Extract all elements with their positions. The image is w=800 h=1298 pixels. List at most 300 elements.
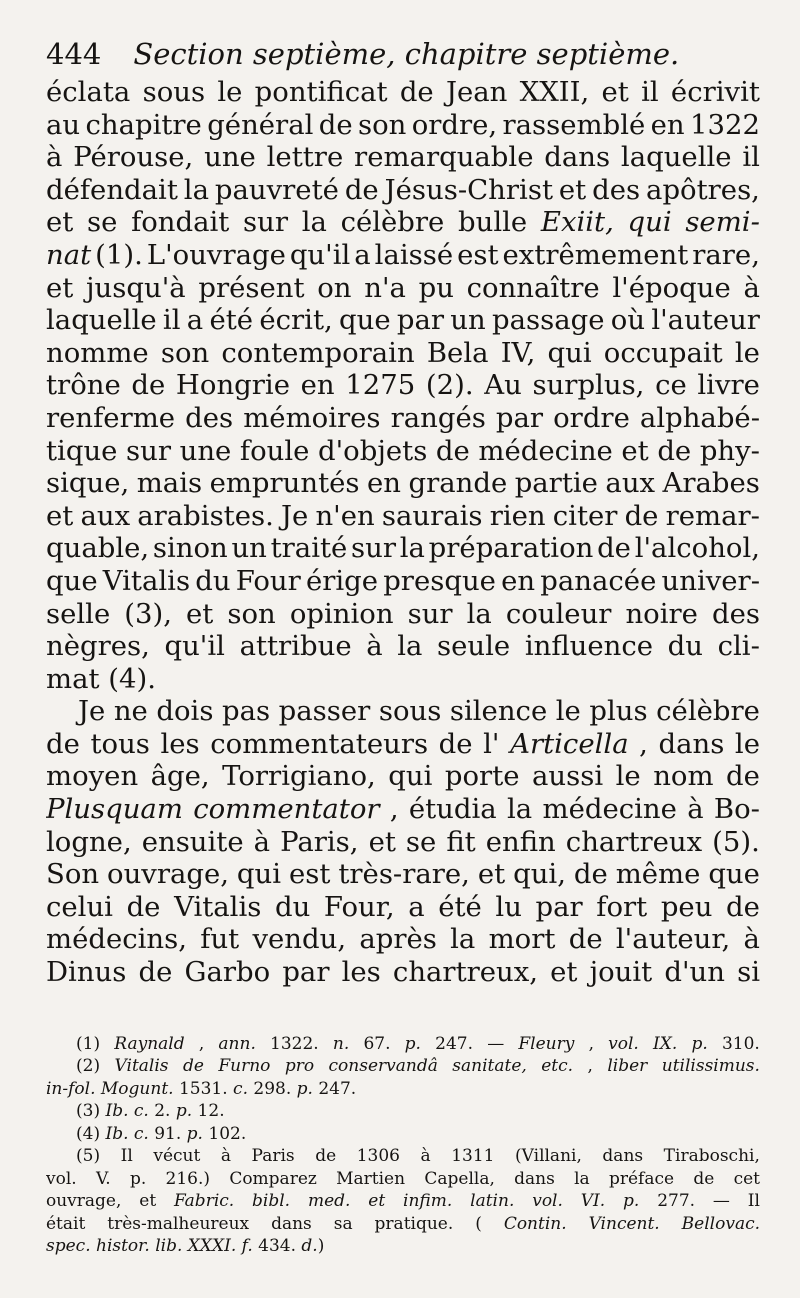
- word: où: [610, 304, 646, 337]
- word: mémoires: [243, 401, 381, 434]
- word: ce: [655, 369, 687, 402]
- word: remarquable: [354, 141, 534, 174]
- text-line: [46, 760, 760, 793]
- word: du: [274, 890, 311, 923]
- word: rien: [489, 499, 546, 532]
- page-number: 444: [46, 37, 102, 71]
- word: et: [368, 825, 396, 858]
- word: arabistes.: [137, 499, 274, 532]
- word: un: [231, 532, 267, 565]
- word: trône: [46, 369, 121, 402]
- footnote-line: [46, 1123, 760, 1146]
- word: dans: [271, 1213, 312, 1234]
- word: présent: [198, 271, 305, 304]
- text-line: [46, 793, 760, 826]
- word: et: [46, 271, 74, 304]
- word: la: [574, 1168, 590, 1189]
- word: pontificat: [254, 76, 388, 108]
- word: traité: [270, 532, 348, 565]
- word: préparation: [428, 532, 594, 565]
- word: enfin: [485, 825, 556, 858]
- word: que: [46, 564, 98, 597]
- word: de: [182, 1056, 204, 1077]
- text-line: [46, 532, 760, 565]
- word: Raynald: [114, 1033, 185, 1054]
- word: commentator: [193, 793, 380, 826]
- word: Dinus: [46, 956, 127, 989]
- word: la: [301, 206, 327, 239]
- text-line: [46, 565, 760, 598]
- word: et: [368, 1191, 386, 1212]
- word: ensuite: [141, 825, 244, 858]
- text-run: 434.: [252, 1236, 302, 1257]
- word: (2): [76, 1056, 101, 1077]
- word: pu: [418, 271, 454, 304]
- word: et: [621, 434, 649, 467]
- word: moyen: [46, 760, 139, 793]
- word: une: [179, 434, 232, 467]
- word: de: [315, 1146, 337, 1167]
- footnote-line: [46, 1033, 760, 1056]
- word: Je: [281, 499, 309, 532]
- word: Bo-: [713, 793, 760, 826]
- word: pas: [221, 695, 271, 728]
- word: et: [46, 206, 74, 239]
- word: tous: [90, 727, 150, 760]
- word: le: [555, 695, 581, 728]
- word: apôtres,: [646, 173, 760, 206]
- word: âge,: [150, 760, 210, 793]
- word: mort: [488, 923, 556, 956]
- word: ,: [639, 727, 648, 760]
- text-run: 102.: [202, 1123, 247, 1144]
- word: Fabric.: [174, 1191, 235, 1212]
- text-line: [46, 695, 760, 728]
- running-header: [46, 34, 760, 74]
- word: a: [408, 890, 425, 923]
- word: et: [601, 76, 629, 108]
- word: des: [711, 597, 760, 630]
- word: est: [288, 858, 331, 891]
- word: 1275: [345, 369, 416, 402]
- word: Furno: [218, 1056, 271, 1077]
- word: le: [734, 336, 760, 369]
- word: 1322: [690, 108, 760, 141]
- word: la: [397, 630, 423, 663]
- word: selle: [46, 597, 111, 630]
- text-line: [46, 109, 760, 142]
- word: une: [204, 141, 256, 174]
- word: Vitalis: [114, 1056, 169, 1077]
- word: des: [185, 401, 234, 434]
- word: de: [573, 858, 608, 891]
- word: Paris,: [280, 825, 359, 858]
- text-line: [46, 174, 760, 207]
- text-run: 12.: [192, 1101, 225, 1122]
- word: l'époque: [612, 271, 731, 304]
- text-line: [46, 663, 760, 696]
- word: VI.: [580, 1191, 606, 1212]
- text-line: [46, 304, 760, 337]
- word: qui: [547, 336, 592, 369]
- word: IV,: [500, 336, 536, 369]
- text-line: [46, 630, 760, 663]
- word: pro: [284, 1056, 315, 1077]
- word: il: [162, 304, 181, 337]
- word: général: [207, 108, 314, 141]
- word: (1).: [95, 238, 143, 271]
- word: et: [558, 173, 587, 206]
- word: chapitre: [85, 108, 202, 141]
- word: latin.: [470, 1191, 515, 1212]
- word: de: [131, 369, 166, 402]
- word: XXII,: [519, 76, 590, 108]
- word: à: [420, 1146, 431, 1167]
- word: Hongrie: [175, 369, 290, 402]
- word: foule: [239, 434, 310, 467]
- word: de: [318, 108, 353, 141]
- word: sinon: [152, 532, 228, 565]
- word: nom: [653, 760, 714, 793]
- word: en: [367, 467, 402, 500]
- word: pratique.: [374, 1213, 454, 1234]
- footnote-line: [46, 1145, 760, 1168]
- word: Torrigiano,: [222, 760, 376, 793]
- word: son: [357, 108, 407, 141]
- word: Exiit,: [540, 206, 614, 239]
- word: en: [300, 369, 335, 402]
- word: à: [687, 793, 704, 826]
- word: qui: [627, 206, 672, 239]
- word: médecine: [478, 434, 613, 467]
- word: après: [359, 923, 437, 956]
- text-line: [46, 598, 760, 631]
- word: l'alcohol,: [634, 532, 760, 565]
- word: empruntés: [209, 467, 360, 500]
- word: est: [457, 238, 499, 271]
- word: se: [87, 206, 118, 239]
- word: cli-: [717, 630, 760, 663]
- word: a: [186, 304, 204, 337]
- word: (3),: [124, 597, 172, 630]
- word: nomme: [46, 336, 149, 369]
- word: 1322.: [270, 1033, 319, 1054]
- word: Martien: [336, 1168, 406, 1189]
- word: de: [344, 173, 379, 206]
- word: saurais: [381, 499, 483, 532]
- word: etc.: [541, 1056, 574, 1077]
- word: son: [160, 336, 210, 369]
- word: à: [253, 825, 271, 858]
- word: Vincent.: [588, 1213, 660, 1234]
- word: la: [466, 597, 492, 630]
- word: rare,: [692, 238, 760, 271]
- text-line: [46, 956, 760, 989]
- text-line: [46, 337, 760, 370]
- word: logne,: [46, 825, 132, 858]
- word: sur: [351, 532, 397, 565]
- word: se: [405, 825, 437, 858]
- text-line: [46, 826, 760, 859]
- word: occupait: [603, 336, 723, 369]
- word: de: [399, 76, 434, 108]
- text-run: Ib. c.: [105, 1123, 149, 1144]
- word: médecine: [542, 793, 677, 826]
- word: de: [726, 760, 760, 793]
- word: p.: [691, 1033, 708, 1054]
- word: ne: [113, 695, 148, 728]
- word: même: [615, 858, 701, 891]
- word: à: [743, 923, 760, 956]
- word: qui: [236, 858, 282, 891]
- word: ordre,: [411, 108, 498, 141]
- word: il: [641, 76, 659, 108]
- word: aussi: [532, 760, 604, 793]
- word: remar-: [665, 499, 760, 532]
- word: écrit,: [259, 304, 333, 337]
- word: commentateurs: [210, 727, 429, 760]
- word: très-rare,: [338, 858, 470, 891]
- word: (Villani,: [515, 1146, 582, 1167]
- word: dans: [544, 141, 611, 174]
- word: et: [46, 499, 74, 532]
- word: dans: [658, 727, 725, 760]
- word: laissé: [374, 238, 454, 271]
- word: l'auteur,: [615, 923, 731, 956]
- word: porte: [444, 760, 520, 793]
- word: alphabé-: [639, 401, 760, 434]
- word: qui: [388, 760, 433, 793]
- word: (: [475, 1213, 482, 1234]
- word: le: [217, 76, 243, 108]
- word: passer: [278, 695, 371, 728]
- word: sique,: [46, 467, 130, 500]
- word: —: [487, 1033, 505, 1054]
- text-run: 91.: [148, 1123, 187, 1144]
- word: Jésus-Christ: [384, 173, 553, 206]
- word: opinion: [289, 597, 394, 630]
- word: par: [535, 890, 583, 923]
- word: à: [366, 630, 383, 663]
- word: couleur: [505, 597, 612, 630]
- text-run: 247.: [312, 1078, 357, 1099]
- text-line: [46, 923, 760, 956]
- running-title: Section septième, chapitre septième.: [133, 37, 680, 71]
- word: célèbre: [340, 206, 445, 239]
- word: Vitalis: [102, 564, 191, 597]
- word: écrivit: [670, 76, 760, 108]
- word: (5).: [712, 825, 760, 858]
- word: érige: [305, 564, 379, 597]
- word: des: [592, 173, 641, 206]
- word: panacée: [540, 564, 657, 597]
- text-run: mat (4).: [46, 662, 156, 695]
- word: en: [501, 564, 536, 597]
- word: 1306: [356, 1146, 400, 1167]
- word: phy-: [699, 434, 760, 467]
- word: 67.: [363, 1033, 391, 1054]
- word: défendait: [46, 173, 178, 206]
- word: était: [46, 1213, 86, 1234]
- word: préface: [608, 1168, 675, 1189]
- word: les: [160, 727, 200, 760]
- text-line: [46, 500, 760, 533]
- word: que: [339, 304, 391, 337]
- word: Plusquam: [46, 793, 183, 826]
- word: en: [650, 108, 685, 141]
- word: ouvrage,: [46, 1191, 122, 1212]
- word: nègres,: [46, 630, 150, 663]
- footnote-line: [46, 1078, 760, 1101]
- word: fit: [446, 825, 476, 858]
- word: fort: [596, 890, 648, 923]
- text-line: [46, 206, 760, 239]
- word: de: [657, 434, 692, 467]
- word: conservandâ: [328, 1056, 438, 1077]
- word: p.: [129, 1168, 147, 1189]
- footnote-line: [46, 1213, 760, 1236]
- word: de: [597, 532, 631, 565]
- word: quable,: [46, 532, 150, 565]
- word: seule: [437, 630, 511, 663]
- word: sur: [407, 597, 453, 630]
- word: rassemblé: [502, 108, 646, 141]
- word: fut: [200, 923, 240, 956]
- word: laquelle: [46, 304, 157, 337]
- footnote-line: [46, 1055, 760, 1078]
- word: Articella: [510, 727, 629, 760]
- word: Comparez: [229, 1168, 317, 1189]
- text-run: d.: [301, 1236, 318, 1257]
- word: lettre: [266, 141, 344, 174]
- word: chartreux,: [392, 956, 539, 989]
- word: vol.: [46, 1168, 77, 1189]
- word: chartreux: [565, 825, 703, 858]
- word: par: [495, 401, 544, 434]
- word: et: [139, 1191, 157, 1212]
- word: jouit: [589, 956, 653, 989]
- text-run: p.: [296, 1078, 313, 1099]
- word: livre: [697, 369, 760, 402]
- word: (1): [76, 1033, 101, 1054]
- word: Je: [78, 695, 106, 728]
- word: Vitalis: [174, 890, 262, 923]
- word: d'un: [664, 956, 725, 989]
- word: les: [341, 956, 381, 989]
- text-run: c.: [233, 1078, 248, 1099]
- text-line: [46, 891, 760, 924]
- word: IX.: [653, 1033, 678, 1054]
- word: vol.: [608, 1033, 639, 1054]
- word: la: [450, 923, 476, 956]
- word: Garbo: [184, 956, 271, 989]
- word: influence: [524, 630, 654, 663]
- word: et: [477, 858, 506, 891]
- text-run: 1531.: [173, 1078, 234, 1099]
- word: aux: [605, 467, 656, 500]
- word: le: [615, 760, 641, 793]
- word: 277.: [657, 1191, 696, 1212]
- word: celui: [46, 890, 113, 923]
- text-line: [46, 435, 760, 468]
- word: nat: [46, 238, 92, 271]
- word: ,: [389, 793, 399, 826]
- word: (5): [76, 1146, 101, 1167]
- word: la: [183, 173, 209, 206]
- word: (2).: [425, 369, 474, 402]
- word: Pérouse,: [73, 141, 194, 174]
- word: liber: [607, 1056, 648, 1077]
- word: n'en: [315, 499, 375, 532]
- word: de: [46, 727, 80, 760]
- word: sa: [333, 1213, 353, 1234]
- main-text: [46, 76, 760, 989]
- word: qui,: [513, 858, 566, 891]
- word: sous: [142, 76, 206, 108]
- word: passage: [492, 304, 605, 337]
- word: Il: [120, 1146, 133, 1167]
- word: surplus,: [532, 369, 645, 402]
- word: ouvrage,: [107, 858, 229, 891]
- word: lu: [495, 890, 522, 923]
- word: de: [568, 923, 603, 956]
- word: la: [507, 793, 533, 826]
- word: un: [450, 304, 486, 337]
- word: vol.: [532, 1191, 563, 1212]
- word: utilissimus.: [661, 1056, 760, 1077]
- word: bulle: [458, 206, 528, 239]
- word: au: [46, 108, 81, 141]
- text-run: p.: [186, 1123, 203, 1144]
- text-line: [46, 467, 760, 500]
- word: l': [483, 727, 500, 760]
- word: contemporain: [221, 336, 415, 369]
- word: ordre: [553, 401, 630, 434]
- word: fondait: [131, 206, 230, 239]
- word: éclata: [46, 76, 131, 108]
- word: de: [126, 890, 161, 923]
- word: médecins,: [46, 923, 187, 956]
- word: vendu,: [252, 923, 347, 956]
- word: par: [282, 956, 330, 989]
- word: —: [712, 1191, 730, 1212]
- word: tique: [46, 434, 118, 467]
- word: et: [550, 956, 578, 989]
- word: Bellovac.: [681, 1213, 760, 1234]
- word: ,: [588, 1033, 594, 1054]
- word: que: [708, 858, 760, 891]
- word: 247.: [435, 1033, 474, 1054]
- text-run: 298.: [247, 1078, 297, 1099]
- text-run: spec. histor. lib. XXXI. f.: [46, 1236, 253, 1257]
- text-line: [46, 728, 760, 761]
- word: noire: [625, 597, 698, 630]
- text-line: [46, 239, 760, 272]
- text-line: [46, 402, 760, 435]
- word: Jean: [445, 76, 508, 108]
- word: bibl.: [252, 1191, 291, 1212]
- word: citer: [552, 499, 618, 532]
- footnote-line: [46, 1100, 760, 1123]
- word: aux: [80, 499, 131, 532]
- word: la: [399, 532, 425, 565]
- text-line: [46, 141, 760, 174]
- word: silence: [449, 695, 548, 728]
- word: presque: [383, 564, 496, 597]
- word: si: [737, 956, 760, 989]
- word: sur: [126, 434, 172, 467]
- word: mais: [136, 467, 203, 500]
